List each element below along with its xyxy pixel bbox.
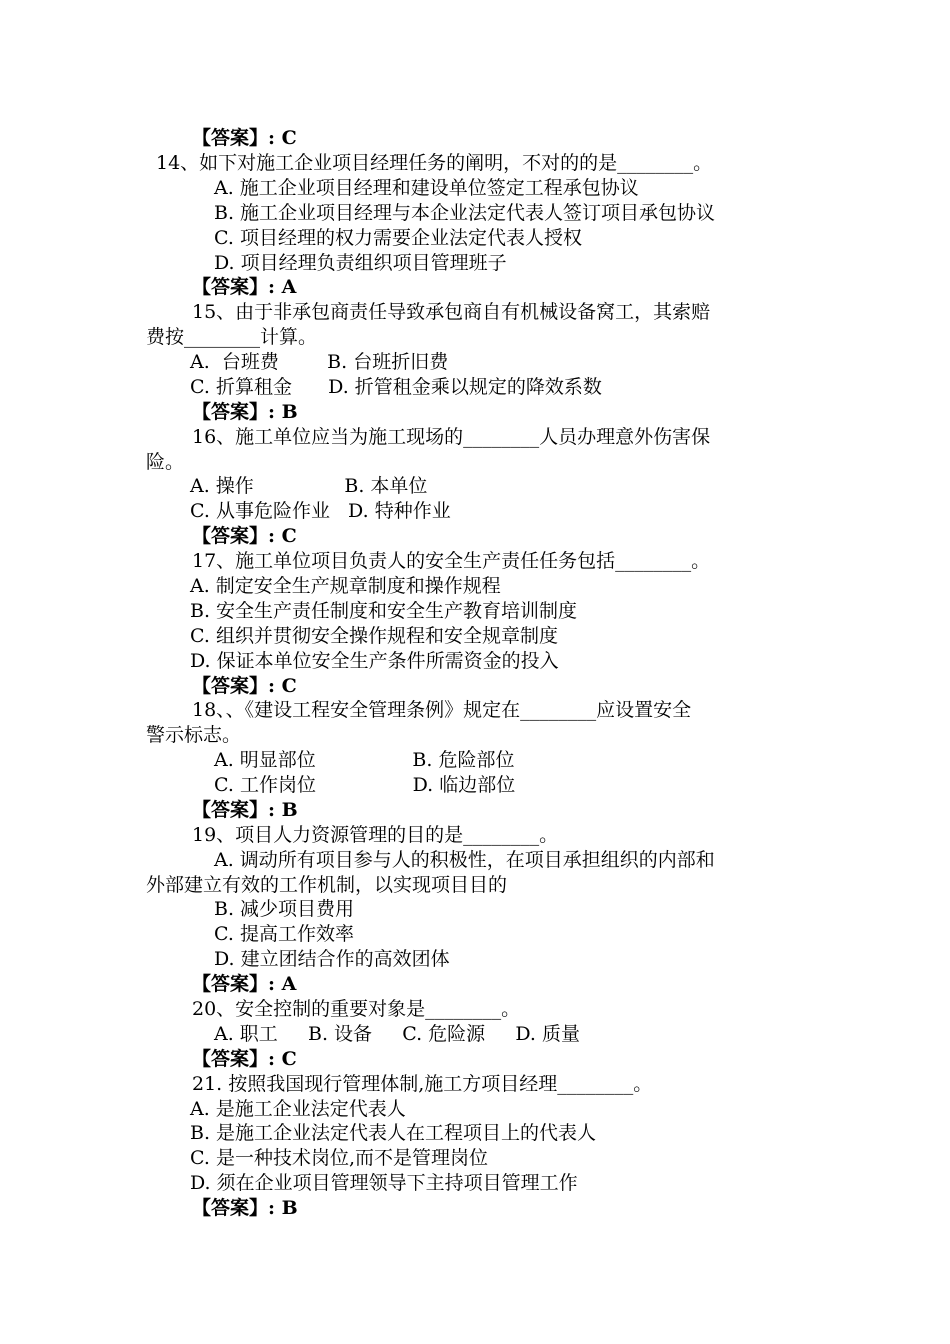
answer-line: 【答案】: B	[192, 1197, 298, 1219]
question-line: 20、安全控制的重要对象是________。	[192, 998, 521, 1020]
question-line: 17、施工单位项目负责人的安全生产责任任务包括________。	[192, 550, 711, 572]
answer-line: 【答案】: A	[192, 276, 297, 298]
option-line: D. 建立团结合作的高效团体	[214, 948, 450, 970]
option-line: C. 提高工作效率	[214, 923, 354, 945]
option-line: C. 折算租金 D. 折管租金乘以规定的降效系数	[190, 376, 602, 398]
answer-line: 【答案】: B	[192, 799, 298, 821]
option-line: A. 明显部位 B. 危险部位	[214, 749, 515, 771]
option-line: C. 是一种技术岗位,而不是管理岗位	[190, 1147, 488, 1169]
answer-line: 【答案】: C	[192, 1048, 297, 1070]
answer-line: 【答案】: C	[192, 675, 297, 697]
option-line: D. 保证本单位安全生产条件所需资金的投入	[190, 650, 559, 672]
option-line: C. 组织并贯彻安全操作规程和安全规章制度	[190, 625, 558, 647]
option-line: C. 项目经理的权力需要企业法定代表人授权	[214, 227, 582, 249]
option-line: A. 操作 B. 本单位	[190, 475, 428, 497]
option-line: B. 减少项目费用	[214, 898, 355, 920]
option-line: A. 职工 B. 设备 C. 危险源 D. 质量	[214, 1023, 581, 1045]
option-line: B. 是施工企业法定代表人在工程项目上的代表人	[190, 1122, 597, 1144]
question-line: 16、施工单位应当为施工现场的________人员办理意外伤害保	[192, 426, 711, 448]
answer-line: 【答案】: C	[192, 127, 297, 149]
question-line: 19、项目人力资源管理的目的是________。	[192, 824, 559, 846]
option-line: A. 台班费 B. 台班折旧费	[190, 351, 449, 373]
option-line: A. 施工企业项目经理和建设单位签定工程承包协议	[214, 177, 639, 199]
option-line: D. 须在企业项目管理领导下主持项目管理工作	[190, 1172, 578, 1194]
question-line: 14、如下对施工企业项目经理任务的阐明，不对的的是________。	[156, 152, 713, 174]
question-line: 15、由于非承包商责任导致承包商自有机械设备窝工，其索赔	[192, 301, 711, 323]
option-line: 外部建立有效的工作机制，以实现项目目的	[146, 874, 508, 896]
option-line: C. 从事危险作业 D. 特种作业	[190, 500, 451, 522]
option-line: B. 安全生产责任制度和安全生产教育培训制度	[190, 600, 578, 622]
answer-line: 【答案】: C	[192, 525, 297, 547]
question-line: 险。	[146, 451, 185, 473]
answer-line: 【答案】: B	[192, 401, 298, 423]
question-line: 费按________计算。	[146, 326, 318, 348]
option-line: A. 调动所有项目参与人的积极性，在项目承担组织的内部和	[214, 849, 715, 871]
question-line: 18、、《建设工程安全管理条例》规定在________应设置安全	[192, 699, 692, 721]
answer-line: 【答案】: A	[192, 973, 297, 995]
option-line: A. 是施工企业法定代表人	[190, 1098, 406, 1120]
question-line: 警示标志。	[146, 724, 242, 746]
option-line: C. 工作岗位 D. 临边部位	[214, 774, 516, 796]
question-line: 21. 按照我国现行管理体制,施工方项目经理________。	[192, 1073, 653, 1095]
option-line: B. 施工企业项目经理与本企业法定代表人签订项目承包协议	[214, 202, 716, 224]
option-line: D. 项目经理负责组织项目管理班子	[214, 252, 507, 274]
option-line: A. 制定安全生产规章制度和操作规程	[190, 575, 501, 597]
